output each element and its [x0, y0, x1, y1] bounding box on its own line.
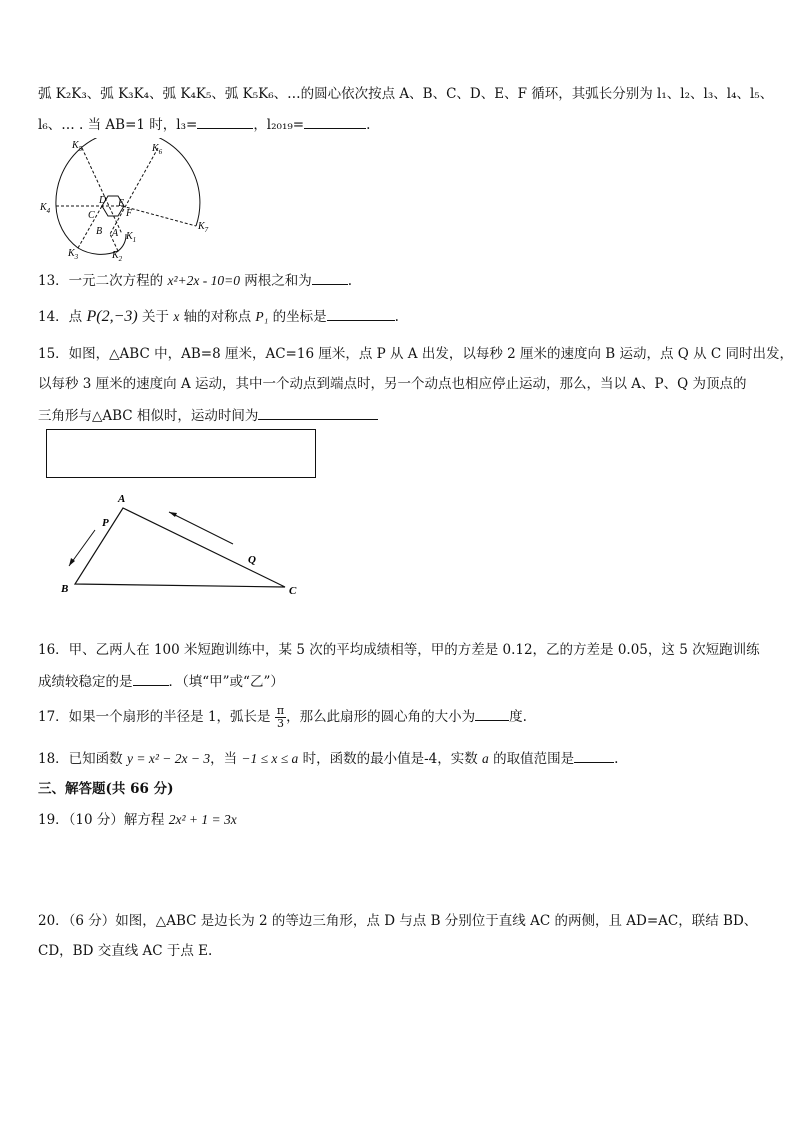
q12-l2019-blank[interactable] — [304, 114, 366, 129]
q15-line2: 以每秒 3 厘米的速度向 A 运动，其中一个动点到端点时，另一个动点也相应停止运动，那么，当以 A、P、Q 为顶点的 — [38, 376, 747, 392]
q17-frac-num: π — [276, 704, 285, 717]
section3-title: 三、解答题(共 66 分) — [38, 781, 174, 797]
q15-arrow-q-head — [169, 512, 177, 517]
q12-label-k2: $K_2$ — [112, 250, 123, 263]
q14-point2: P₁ — [255, 309, 269, 324]
q12-dash-k6 — [110, 148, 158, 234]
q12-label-c: C — [88, 210, 95, 221]
q15-line3 — [38, 405, 378, 426]
q15-label-q: Q — [248, 554, 256, 566]
q15-answer-blank[interactable] — [258, 405, 378, 420]
q14-mid2: 轴的对称点 — [179, 309, 256, 325]
q15-label-b: B — [61, 583, 69, 595]
q18-var: a — [482, 751, 489, 766]
q12-label-k3: $K_3$ — [68, 248, 79, 261]
q14-answer-blank[interactable] — [327, 306, 395, 321]
q16-line2 — [38, 671, 284, 692]
q20-line2: CD，BD 交直线 AC 于点 E. — [38, 943, 213, 959]
q12-l3-blank[interactable] — [197, 114, 253, 129]
q14-axis: x — [173, 309, 180, 324]
q19 — [38, 810, 237, 830]
q12-dash-k5 — [82, 148, 125, 234]
q12-label-f: F — [126, 208, 133, 219]
q14-point: P(2,−3) — [86, 308, 138, 325]
q20-line1: 20．（6 分）如图，△ABC 是边长为 2 的等边三角形，点 D 与点 B 分别位于直线 AC 的两侧，且 AD=AC，联结 BD、 — [38, 913, 758, 929]
q12-dash-k7 — [122, 206, 196, 226]
q17 — [38, 704, 527, 730]
q18-condition: −1 ≤ x ≤ a — [241, 751, 299, 766]
q14-suffix: 的坐标是 — [268, 309, 327, 325]
q13-suffix: 两根之和为 — [239, 273, 312, 289]
q13-answer-blank[interactable] — [312, 270, 348, 285]
q14-end: . — [394, 309, 399, 325]
q12-label-k1: $K_1$ — [126, 231, 137, 244]
q15-arrow-q-line — [169, 512, 233, 544]
q12-label-k4: $K_4$ — [40, 202, 51, 215]
q12-line2 — [38, 114, 370, 135]
q15-label-p: P — [102, 517, 109, 529]
q14-mid: 关于 — [137, 309, 174, 325]
q12-label-k6: $K_6$ — [152, 143, 163, 156]
q14-prefix: 14．点 — [38, 309, 87, 325]
q15-label-a: A — [118, 493, 126, 505]
q17-answer-blank[interactable] — [475, 706, 509, 721]
q16-line2-text-a: 成绩较稳定的是 — [38, 674, 133, 690]
q14 — [38, 306, 399, 327]
q12-arc-k2k1 — [118, 234, 126, 251]
q16-line2-text-b: ．（填“甲”或“乙”） — [168, 674, 284, 690]
q18-suffix: 的取值范围是 — [488, 751, 575, 767]
q12-label-k7: $K_7$ — [198, 221, 209, 234]
q12-line2-text-a: l₆、… . 当 AB=1 时，l₃= — [38, 117, 198, 133]
q19-prefix: 19．（10 分）解方程 — [38, 812, 169, 828]
q18-prefix: 18．已知函数 — [38, 751, 127, 767]
q15-line3-text: 三角形与△ABC 相似时，运动时间为 — [38, 408, 259, 424]
q12-label-b: B — [96, 226, 103, 237]
q15-line1: 15．如图，△ABC 中，AB=8 厘米，AC=16 厘米，点 P 从 A 出发，以每秒 2 厘米的速度向 B 运动，点 Q 从 C 同时出发， — [38, 346, 794, 362]
q12-arc-k4k3 — [56, 206, 78, 248]
q15-answer-box[interactable] — [46, 429, 316, 478]
q13-prefix: 13．一元二次方程的 — [38, 273, 168, 289]
q15-triangle-figure — [55, 490, 305, 600]
q13 — [38, 270, 352, 291]
q12-line1: 弧 K₂K₃、弧 K₃K₄、弧 K₄K₅、弧 K₅K₆、…的圆心依次按点 A、B、C、D、E、F 循环，其弧长分别为 l₁、l₂、l₃、l₄、l₅、 — [38, 86, 774, 102]
q17-end: 度. — [509, 709, 527, 725]
q12-label-e: E — [118, 198, 125, 209]
q16-line1: 16．甲、乙两人在 100 米短跑训练中，某 5 次的平均成绩相等，甲的方差是 0.12，乙的方差是 0.05，这 5 次短跑训练 — [38, 642, 760, 658]
q12-label-d: D — [99, 195, 107, 206]
q12-line2-text-c: . — [366, 117, 371, 133]
q17-fraction — [275, 705, 286, 730]
q18-answer-blank[interactable] — [574, 748, 614, 763]
q16-answer-blank[interactable] — [133, 671, 169, 686]
q17-suffix: ，那么此扇形的圆心角的大小为 — [286, 709, 476, 725]
q13-equation: x²+2x - 10=0 — [167, 273, 240, 288]
q12-label-a: A — [112, 228, 119, 239]
q19-equation: 2x² + 1 = 3x — [168, 812, 237, 827]
q12-line2-text-b: ，l₂₀₁₉= — [253, 117, 305, 133]
q18 — [38, 748, 618, 769]
q15-label-c: C — [289, 585, 297, 597]
q18-end: . — [614, 751, 619, 767]
q17-frac-den: 3 — [276, 717, 284, 730]
q18-mid2: 时，函数的最小值是-4，实数 — [298, 751, 483, 767]
q18-mid: ，当 — [210, 751, 242, 767]
q17-prefix: 17．如果一个扇形的半径是 1，弧长是 — [38, 709, 275, 725]
q18-function: y = x² − 2x − 3 — [126, 751, 211, 766]
q12-label-k5: $K_5$ — [72, 140, 83, 153]
q13-end: . — [347, 273, 353, 289]
q12-spiral-figure — [38, 138, 218, 264]
